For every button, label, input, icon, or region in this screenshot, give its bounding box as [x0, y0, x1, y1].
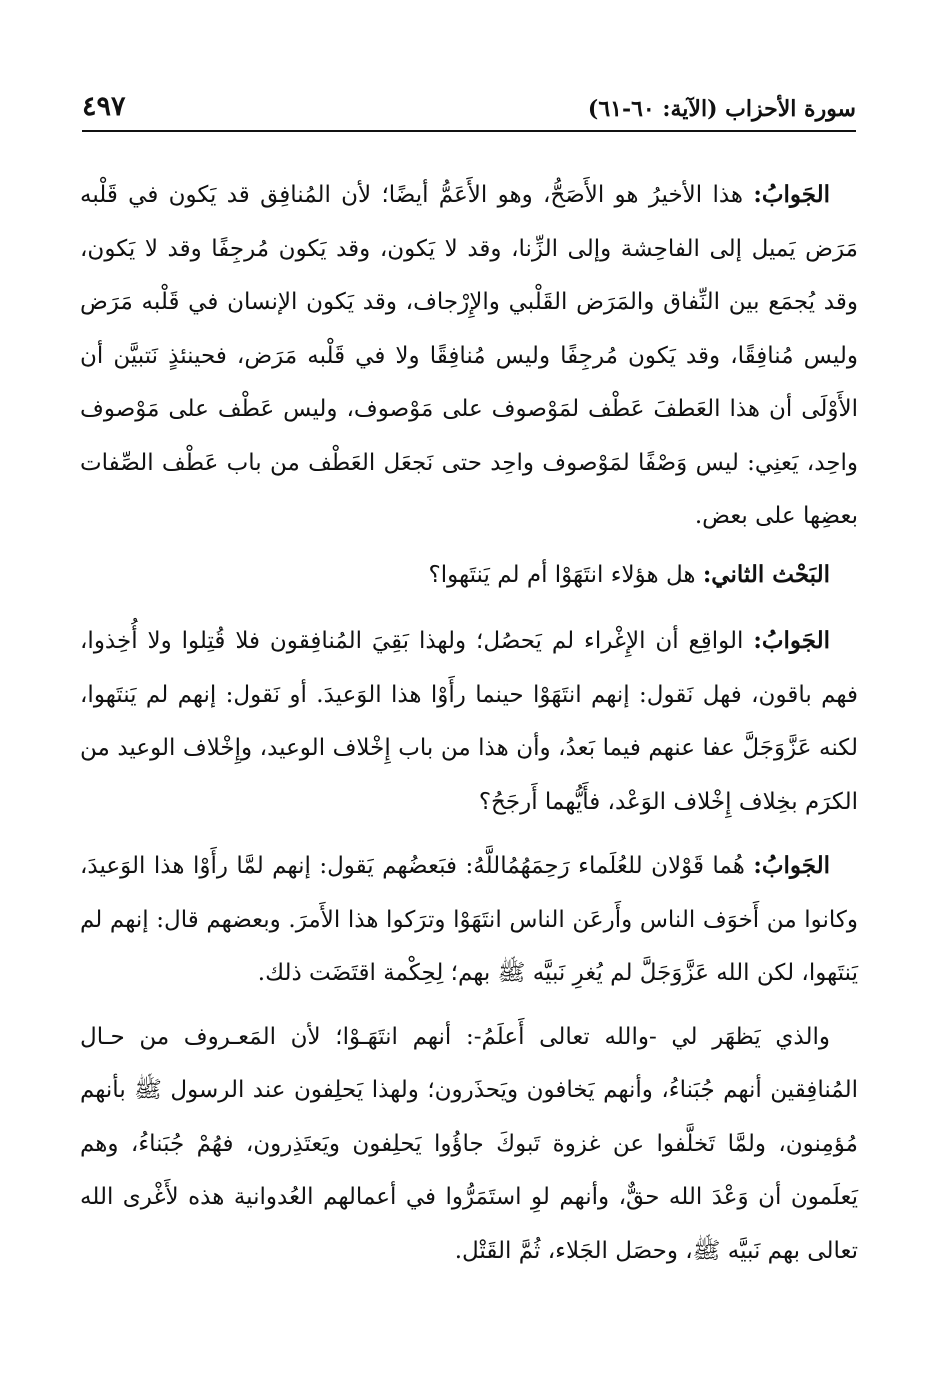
paragraph-text: هل هؤلاء انتَهَوْا أم لم يَنتَهوا؟ — [428, 561, 696, 588]
paragraph-text: هذا الأخيرُ هو الأَصَحُّ، وهو الأَعَمُّ أيضًا؛ لأن المُنافِق قد يَكون في قَلْبه مَرَض يَميل إلى الفاحِشة وإلى الزِّنا، وقد لا يَكون، وقد يَكون مُرجِفًا وقد لا يَكون، وقد يُجمَع بين النِّفاق والمَرَض القَلْبي والإِرْجاف، وقد يَكون الإنسان في قَلْبه مَرَض وليس مُنافِقًا، وقد يَكون مُرجِفًا وليس مُنافِقًا ولا في قَلْبه مَرَض، فحينئذٍ نَتبيَّن أن الأَوْلَى أن هذا العَطفَ عَطْف لمَوْصوف على مَوْصوف، وليس عَطْف على مَوْصوف واحِد، يَعنِي: ليس وَصْفًا لمَوْصوف واحِد حتى نَجعَل العَطْف من باب عَطْف الصِّفات بعضِها على بعض. — [80, 182, 858, 529]
paragraph-text: الواقِع أن الإِغْراء لم يَحصُل؛ ولهذا بَقِيَ المُنافِقون فلا قُتِلوا ولا أُخِذوا، فهم باقون، فهل نَقول: إنهم انتَهَوْا حينما رأَوْا هذا الوَعيدَ. أو نَقول: إنهم لم يَنتَهوا، لكنه عَزَّوَجَلَّ عفا عنهم فيما بَعدُ، وأن هذا من باب إِخْلاف الوعيد، وإِخْلاف الوعيد من الكرَم بخِلاف إِخْلاف الوَعْد، فأَيُّهما أَرجَحُ؟ — [80, 628, 858, 815]
running-title: سورة الأحزاب (الآية: ٦٠-٦١) — [587, 96, 856, 122]
paragraph-second-topic — [80, 548, 858, 603]
paragraph-text: هُما قَوْلان للعُلَماء رَحِمَهُمُاللَّهُ: فبَعضُهم يَقول: إنهم لمَّا رأَوْا هذا الوَعيدَ، وكانوا من أَخوَف الناس وأَرعَن الناس انتَهَوْا وترَكوا هذا الأَمرَ. وبعضهم قال: إنهم لم يَنتَهوا، لكن الله عَزَّوَجَلَّ لم يُغرِ نَبيَّه ﷺ بهم؛ لِحِكْمة اقتَضَت ذلك. — [80, 853, 858, 986]
paragraph-answer-1 — [80, 168, 858, 544]
page-body — [80, 168, 858, 1290]
paragraph-lead: الجَوابُ: — [753, 627, 830, 654]
header-divider — [82, 130, 856, 132]
paragraph-answer-2 — [80, 614, 858, 829]
paragraph-lead: الجَوابُ: — [753, 852, 831, 879]
paragraph-conclusion — [80, 1011, 858, 1279]
paragraph-lead: الجَوابُ: — [753, 181, 831, 208]
paragraph-lead: البَحْث الثاني: — [702, 560, 830, 588]
paragraph-answer-3 — [80, 839, 858, 1001]
page-number: ٤٩٧ — [82, 91, 126, 122]
page-header — [82, 82, 856, 126]
paragraph-text: والذي يَظهَر لي -والله تعالى أَعلَمُ-: أنهم انتَهَـوْا؛ لأن المَعـروف من حـال المُنافِقين أنهم جُبَناءُ، وأنهم يَخافون ويَحذَرون؛ ولهذا يَحلِفون عند الرسول ﷺ بأنهم مُؤمِنون، ولمَّا تَخلَّفوا عن غزوة تَبوكَ جاؤُوا يَحلِفون ويَعتَذِرون، فهُمْ جُبَناءُ، وهم يَعلَمون أن وَعْدَ الله حقٌّ، وأنهم لوِ استَمَرُّوا في أعمالهم العُدوانية هذه لأَغْرى الله تعالى بهم نَبيَّه ﷺ، وحصَل الجَلاء، ثُمَّ القَتْل. — [80, 1023, 858, 1264]
